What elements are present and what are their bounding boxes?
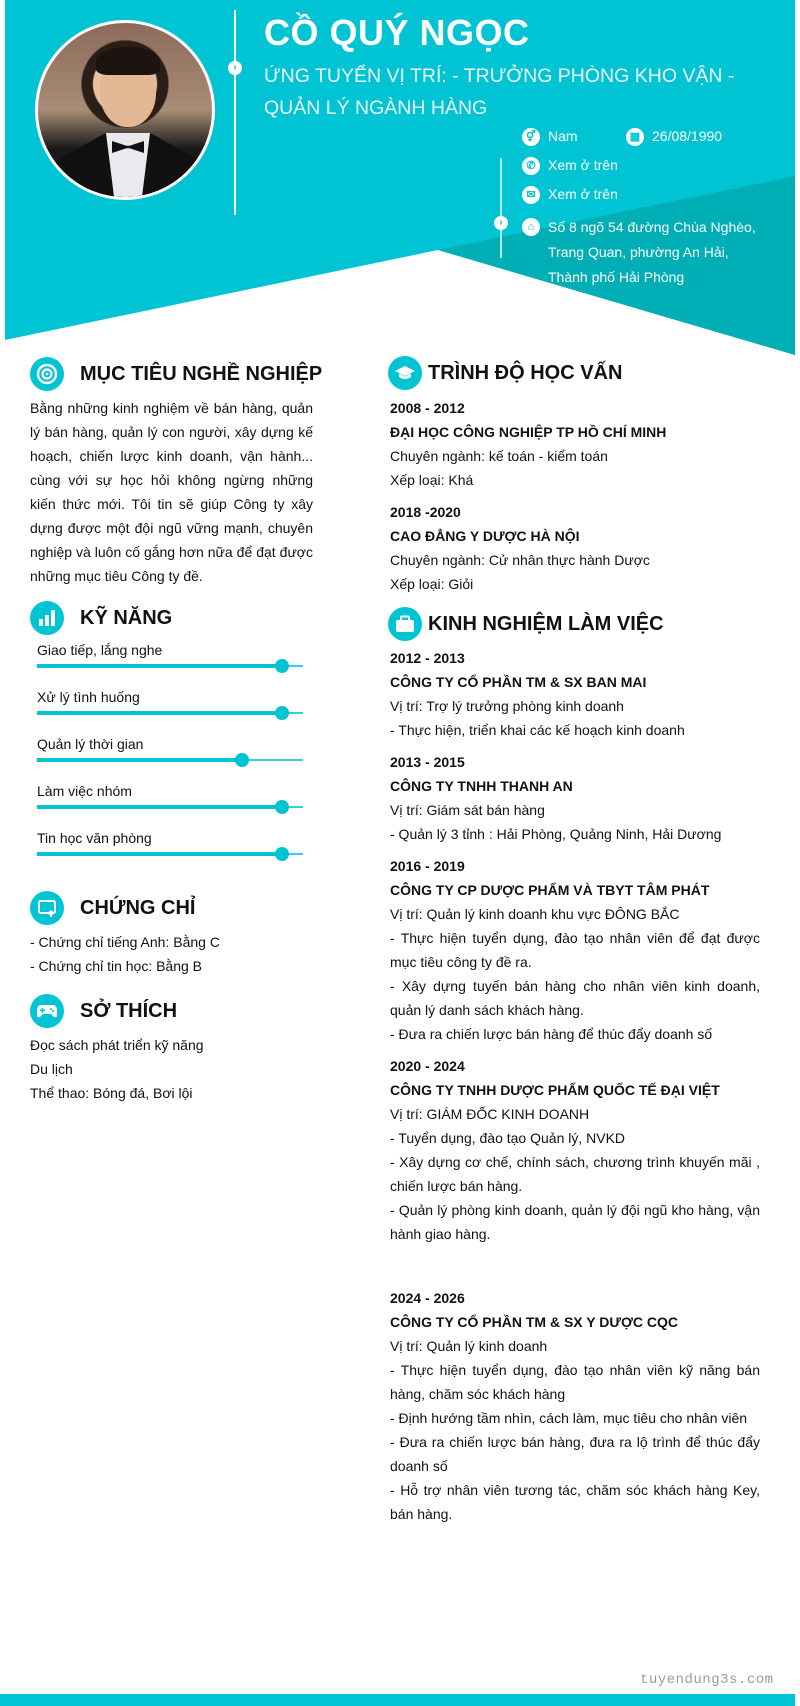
graduation-cap-icon	[388, 356, 422, 390]
experience-duty: - Định hướng tầm nhìn, cách làm, mục tiêu cho nhân viên	[390, 1410, 748, 1426]
skill-fill	[37, 852, 282, 856]
experience-role: Vị trí: Quản lý kinh doanh	[390, 1338, 548, 1354]
experience-duty: - Đưa ra chiến lược bán hàng để thúc đẩy doanh số	[390, 1026, 713, 1042]
section-experience-header	[388, 607, 664, 641]
certificate-icon	[30, 891, 64, 925]
dob-value: 26/08/1990	[652, 128, 723, 144]
phone-value: Xem ở trên	[548, 157, 618, 173]
hobbies-list	[30, 1033, 204, 1105]
experience-duty: - Thực hiện tuyển dụng, đào tạo nhân viên kỹ năng bán hàng, chăm sóc khách hàng	[390, 1362, 760, 1402]
contact-dob	[626, 128, 722, 146]
hobby-item: Đọc sách phát triển kỹ năng	[30, 1037, 204, 1053]
chevron-right-icon: ›	[228, 61, 242, 75]
phone-icon: ✆	[522, 157, 540, 175]
experience-duty: - Xây dựng tuyến bán hàng cho nhân viên kinh doanh, quản lý danh sách khách hàng.	[390, 978, 760, 1018]
experience-period: 2016 - 2019	[390, 858, 465, 874]
gender-value: Nam	[548, 128, 578, 144]
certificates-list	[30, 930, 220, 978]
section-hobbies-header	[30, 994, 177, 1028]
contact-address	[522, 215, 772, 290]
experience-role: Vị trí: Trợ lý trưởng phòng kinh doanh	[390, 698, 624, 714]
skill-knob	[275, 800, 289, 814]
section-skills-header	[30, 601, 172, 635]
skill-fill	[37, 758, 242, 762]
experience-role: Vị trí: Giám sát bán hàng	[390, 802, 545, 818]
skill-item	[37, 736, 303, 766]
experience-entry	[390, 1054, 760, 1246]
email-icon: ✉	[522, 186, 540, 204]
certificate-item: - Chứng chỉ tin học: Bằng B	[30, 958, 203, 974]
applied-position: ỨNG TUYỂN VỊ TRÍ: - TRƯỞNG PHÒNG KHO VẬN - QUẢN LÝ NGÀNH HÀNG	[264, 65, 735, 119]
footer-bar	[0, 1694, 795, 1706]
contact-phone	[522, 157, 618, 175]
skill-fill	[37, 711, 282, 715]
experience-duty: - Tuyển dụng, đào tạo Quản lý, NVKD	[390, 1130, 626, 1146]
education-period: 2018 -2020	[390, 504, 461, 520]
bar-chart-icon	[30, 601, 64, 635]
skill-level-bar	[37, 754, 303, 766]
education-school: CAO ĐẲNG Y DƯỢC HÀ NỘI	[390, 528, 580, 544]
profile-photo	[35, 20, 215, 200]
address-value: Số 8 ngõ 54 đường Chùa Nghèo, Trang Quan, phường An Hải, Thành phố Hải Phòng	[548, 219, 756, 285]
gamepad-icon	[30, 994, 64, 1028]
skill-fill	[37, 805, 282, 809]
experience-duty: - Quản lý phòng kinh doanh, quản lý đội ngũ kho hàng, vận hành giao hàng.	[390, 1202, 760, 1242]
education-major: Chuyên ngành: Cử nhân thực hành Dược	[390, 552, 650, 568]
skill-knob	[275, 659, 289, 673]
experience-entry	[390, 854, 760, 1046]
experience-entry	[390, 646, 760, 742]
skill-level-bar	[37, 801, 303, 813]
skill-label: Xử lý tình huống	[37, 689, 140, 705]
section-title: MỤC TIÊU NGHỀ NGHIỆP	[80, 362, 323, 385]
section-title: SỞ THÍCH	[80, 999, 178, 1022]
education-entry	[390, 396, 760, 492]
chevron-right-icon: ›	[494, 216, 508, 230]
skill-label: Giao tiếp, lắng nghe	[37, 642, 163, 658]
candidate-name: CỒ QUÝ NGỌC	[264, 12, 530, 53]
skill-item	[37, 783, 303, 813]
education-grade: Xếp loại: Giỏi	[390, 576, 474, 592]
skill-item	[37, 689, 303, 719]
experience-company: CÔNG TY CP DƯỢC PHẨM VÀ TBYT TÂM PHÁT	[390, 882, 710, 898]
experience-duty: - Xây dựng cơ chế, chính sách, chương trình khuyến mãi , chiến lược bán hàng.	[390, 1154, 760, 1194]
section-title: TRÌNH ĐỘ HỌC VẤN	[428, 361, 623, 384]
experience-duty: - Thực hiện, triển khai các kế hoạch kinh doanh	[390, 722, 685, 738]
briefcase-icon	[388, 607, 422, 641]
divider-line	[500, 158, 502, 258]
experience-duty: - Thực hiện tuyển dụng, đào tạo nhân viên để đạt được mục tiêu công ty đề ra.	[390, 930, 760, 970]
home-icon: ⌂	[522, 218, 540, 236]
skill-knob	[235, 753, 249, 767]
experience-company: CÔNG TY TNHH THANH AN	[390, 778, 573, 794]
skill-level-bar	[37, 848, 303, 860]
experience-company: CÔNG TY CỔ PHẦN TM & SX Y DƯỢC CQC	[390, 1314, 679, 1330]
section-title: KINH NGHIỆM LÀM VIỆC	[428, 612, 664, 635]
watermark: tuyendung3s.com	[640, 1672, 774, 1688]
skill-level-bar	[37, 660, 303, 672]
skill-knob	[275, 706, 289, 720]
experience-period: 2013 - 2015	[390, 754, 465, 770]
skill-level-bar	[37, 707, 303, 719]
experience-list	[390, 646, 760, 1534]
target-icon	[30, 357, 64, 391]
section-objective-header	[30, 357, 322, 391]
divider-line	[234, 10, 236, 215]
section-title: CHỨNG CHỈ	[80, 896, 196, 919]
experience-company: CÔNG TY TNHH DƯỢC PHẨM QUỐC TẾ ĐẠI VIỆT	[390, 1082, 720, 1098]
certificate-item: - Chứng chỉ tiếng Anh: Bằng C	[30, 934, 220, 950]
hobby-item: Thể thao: Bóng đá, Bơi lội	[30, 1085, 193, 1101]
education-period: 2008 - 2012	[390, 400, 465, 416]
education-entry	[390, 500, 760, 596]
contact-email	[522, 186, 618, 204]
experience-period: 2012 - 2013	[390, 650, 465, 666]
skill-label: Tin học văn phòng	[37, 830, 152, 846]
experience-role: Vị trí: GIÁM ĐỐC KINH DOANH	[390, 1106, 590, 1122]
experience-duty: - Quản lý 3 tỉnh : Hải Phòng, Quảng Ninh, Hải Dương	[390, 826, 722, 842]
section-certificates-header	[30, 891, 195, 925]
skill-label: Quản lý thời gian	[37, 736, 144, 752]
skill-fill	[37, 664, 282, 668]
section-title: KỸ NĂNG	[80, 606, 173, 629]
experience-company: CÔNG TY CỔ PHẦN TM & SX BAN MAI	[390, 674, 647, 690]
experience-duty: - Hỗ trợ nhân viên tương tác, chăm sóc khách hàng Key, bán hàng.	[390, 1482, 760, 1522]
experience-role: Vị trí: Quản lý kinh doanh khu vực ĐÔNG BẮC	[390, 906, 680, 922]
education-major: Chuyên ngành: kế toán - kiểm toán	[390, 448, 608, 464]
experience-entry	[390, 750, 760, 846]
calendar-icon: ▦	[626, 128, 644, 146]
skill-item	[37, 642, 303, 672]
contact-gender	[522, 128, 578, 146]
section-education-header	[388, 356, 622, 390]
experience-period: 2024 - 2026	[390, 1290, 465, 1306]
skill-label: Làm việc nhóm	[37, 783, 132, 799]
hobby-item: Du lịch	[30, 1061, 73, 1077]
education-list	[390, 396, 760, 604]
objective-text: Bằng những kinh nghiệm về bán hàng, quản lý bán hàng, quản lý con người, xây dựng kế hoạch, chiến lược kinh doanh, vận hành... cùng với sự học hỏi không ngừng những kiến thức mới. Tôi tin sẽ giúp Công ty xây dựng được một đội ngũ vững mạnh, chuyên nghiệp và luôn cố gắng hơn nữa để đạt được những mục tiêu Công ty đề.	[30, 400, 313, 584]
education-grade: Xếp loại: Khá	[390, 472, 474, 488]
gender-icon: ⚥	[522, 128, 540, 146]
email-value: Xem ở trên	[548, 186, 618, 202]
experience-period: 2020 - 2024	[390, 1058, 465, 1074]
skill-knob	[275, 847, 289, 861]
experience-duty: - Đưa ra chiến lược bán hàng, đưa ra lộ trình để thúc đẩy doanh số	[390, 1434, 760, 1474]
education-school: ĐẠI HỌC CÔNG NGHIỆP TP HỒ CHÍ MINH	[390, 424, 667, 440]
skill-item	[37, 830, 303, 860]
experience-entry	[390, 1286, 760, 1526]
